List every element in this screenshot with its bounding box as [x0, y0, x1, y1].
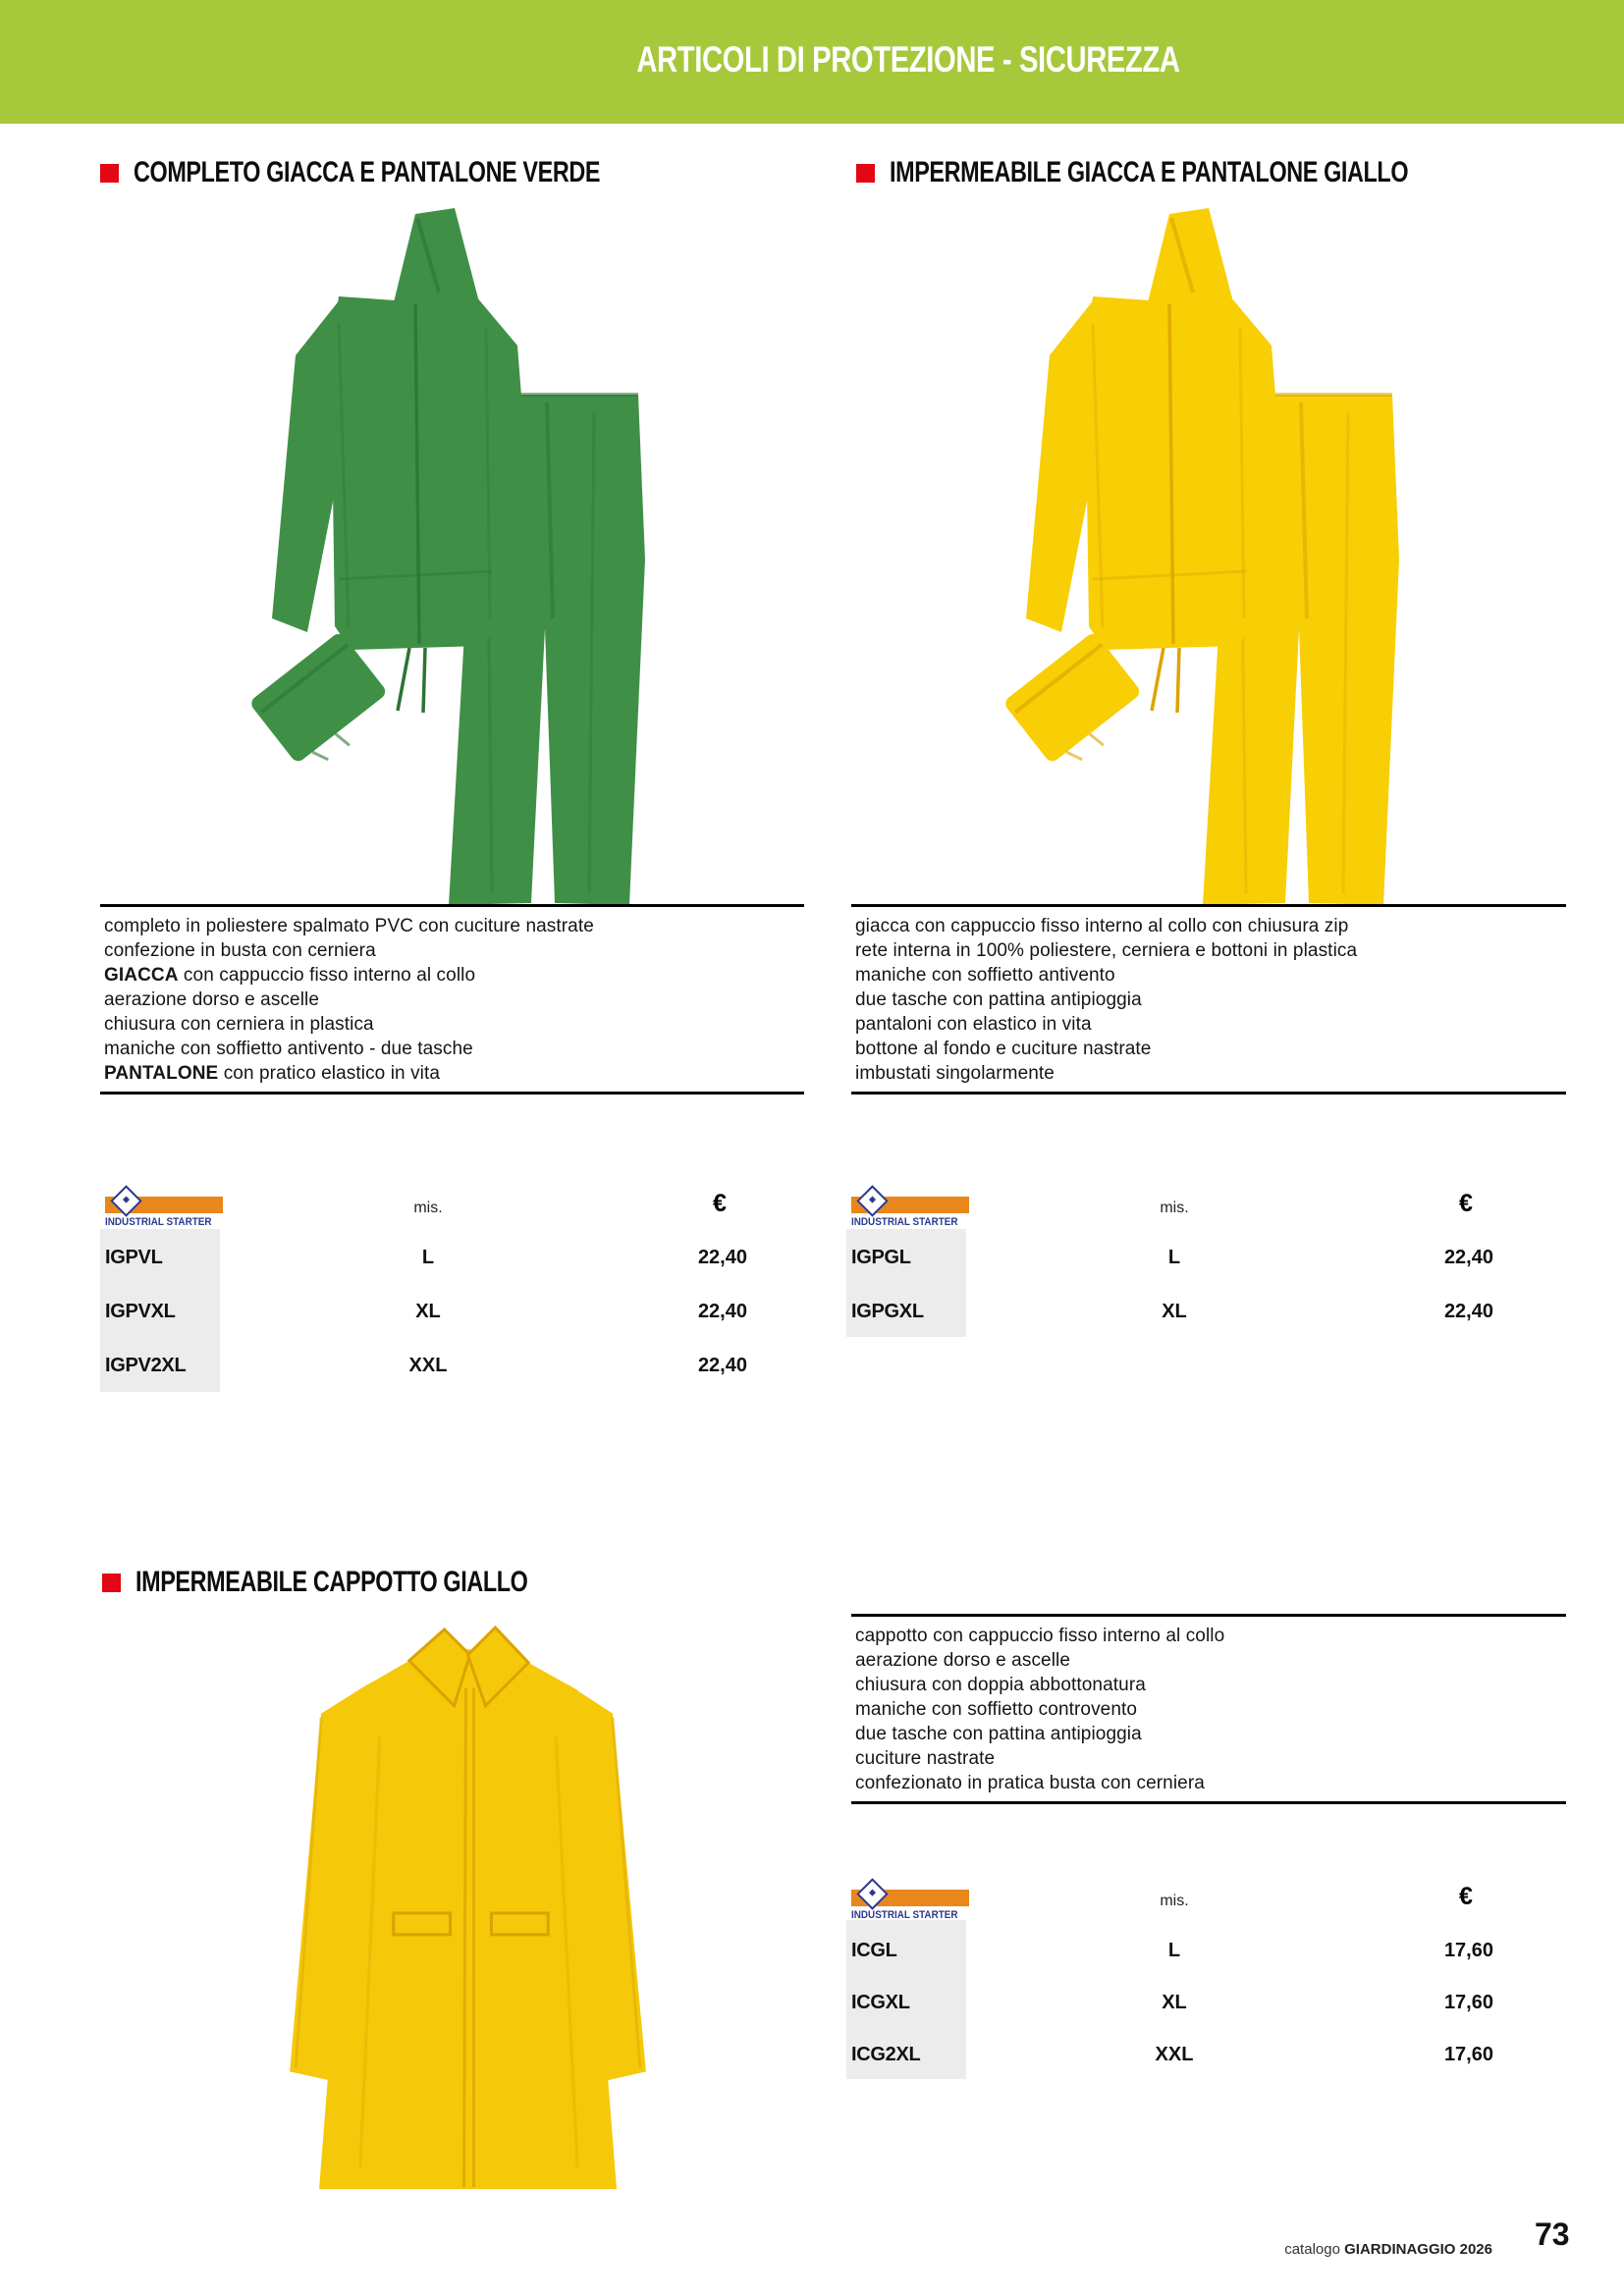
product-size: L [421, 1247, 435, 1268]
description-line: rete interna in 100% poliestere, cerniera e bottoni in plastica [855, 940, 1358, 961]
industrial-starter-logo [851, 1882, 969, 1923]
description-line: due tasche con pattina antipioggia [855, 1724, 1142, 1744]
page-header-band [0, 0, 1624, 124]
product-size: L [1167, 1247, 1181, 1268]
table-row [846, 1992, 1514, 2016]
product-photo-green-rain-suit [191, 206, 653, 915]
product-code: ICGL [851, 1940, 897, 1961]
red-square-bullet [100, 164, 119, 183]
product-size: XL [415, 1301, 441, 1322]
description-line: pantaloni con elastico in vita [855, 1014, 1092, 1035]
product-price: 22,40 [697, 1247, 747, 1268]
footer-catalog-label [1284, 2241, 1492, 2258]
page-title: ARTICOLI DI PROTEZIONE - SICUREZZA [636, 39, 1180, 80]
product-code: IGPVL [105, 1247, 163, 1268]
red-square-bullet [856, 164, 875, 183]
logo-wordmark: INDUSTRIAL STARTER [851, 1909, 958, 1921]
page-number: 73 [1535, 2216, 1570, 2252]
description-line: maniche con soffietto antivento - due tasche [104, 1039, 473, 1059]
product-size: XXL [1155, 2044, 1194, 2065]
table-row [100, 1355, 768, 1379]
column-header-price: € [1459, 1190, 1473, 1217]
column-header-size: mis. [1160, 1893, 1189, 1909]
price-table-yellow-suit [846, 1184, 1514, 1405]
product-price: 17,60 [1443, 1940, 1493, 1961]
product-code: IGPGXL [851, 1301, 924, 1322]
footer-catalog-name: GIARDINAGGIO [1344, 2241, 1456, 2258]
description-line: PANTALONE con pratico elastico in vita [104, 1063, 441, 1084]
table-row [846, 2044, 1514, 2068]
product-price: 22,40 [697, 1355, 747, 1376]
description-line: confezionato in pratica busta con cerniera [855, 1773, 1205, 1793]
description-line: confezione in busta con cerniera [104, 940, 376, 961]
description-line: bottone al fondo e cuciture nastrate [855, 1039, 1152, 1059]
description-line: imbustati singolarmente [855, 1063, 1055, 1084]
footer-catalog-prefix: catalogo [1284, 2241, 1340, 2258]
description-line: GIACCA con cappuccio fisso interno al collo [104, 965, 476, 986]
product-price: 22,40 [1443, 1301, 1493, 1322]
description-line: cuciture nastrate [855, 1748, 996, 1769]
product-code: IGPVXL [105, 1301, 176, 1322]
product-price: 22,40 [697, 1301, 747, 1322]
description-green-suit [100, 904, 804, 1095]
product-photo-yellow-rain-coat [260, 1620, 676, 2197]
description-line: completo in poliestere spalmato PVC con cuciture nastrate [104, 916, 594, 936]
section-title-text: IMPERMEABILE CAPPOTTO GIALLO [135, 1566, 528, 1598]
table-row [100, 1247, 768, 1271]
logo-wordmark: INDUSTRIAL STARTER [105, 1216, 212, 1228]
description-line: giacca con cappuccio fisso interno al collo con chiusura zip [855, 916, 1349, 936]
product-price: 17,60 [1443, 1992, 1493, 2013]
description-line: maniche con soffietto controvento [855, 1699, 1138, 1720]
description-yellow-suit [851, 904, 1566, 1095]
column-header-size: mis. [1160, 1200, 1189, 1216]
industrial-starter-logo [851, 1189, 969, 1230]
description-line: maniche con soffietto antivento [855, 965, 1115, 986]
product-code: IGPV2XL [105, 1355, 187, 1376]
description-yellow-coat [851, 1614, 1566, 1804]
column-header-size: mis. [413, 1200, 443, 1216]
logo-wordmark: INDUSTRIAL STARTER [851, 1216, 958, 1228]
description-line: due tasche con pattina antipioggia [855, 989, 1142, 1010]
table-row [100, 1301, 768, 1325]
product-photo-yellow-rain-suit [946, 206, 1407, 915]
product-size: XL [1162, 1301, 1187, 1322]
table-row [846, 1940, 1514, 1964]
description-line: aerazione dorso e ascelle [855, 1650, 1071, 1671]
table-row [846, 1247, 1514, 1271]
description-line: cappotto con cappuccio fisso interno al collo [855, 1626, 1225, 1646]
section-title-text: IMPERMEABILE GIACCA E PANTALONE GIALLO [890, 156, 1409, 188]
product-code: IGPGL [851, 1247, 911, 1268]
price-table-yellow-coat [846, 1877, 1514, 2098]
product-size: L [1167, 1940, 1181, 1961]
product-size: XXL [408, 1355, 448, 1376]
industrial-starter-logo [105, 1189, 223, 1230]
column-header-price: € [713, 1190, 727, 1217]
product-size: XL [1162, 1992, 1187, 2013]
product-price: 17,60 [1443, 2044, 1493, 2065]
section-title-text: COMPLETO GIACCA E PANTALONE VERDE [134, 156, 601, 188]
section-title-yellow-coat [102, 1566, 638, 1598]
product-code: ICG2XL [851, 2044, 921, 2065]
price-table-green-suit [100, 1184, 768, 1405]
footer-catalog-year: 2026 [1459, 2241, 1492, 2258]
table-row [846, 1301, 1514, 1325]
description-line: chiusura con doppia abbottonatura [855, 1675, 1146, 1695]
column-header-price: € [1459, 1883, 1473, 1910]
description-line: aerazione dorso e ascelle [104, 989, 320, 1010]
product-code: ICGXL [851, 1992, 910, 2013]
section-title-green-suit [100, 156, 731, 188]
section-title-yellow-suit [856, 156, 1554, 188]
red-square-bullet [102, 1574, 121, 1592]
description-line: chiusura con cerniera in plastica [104, 1014, 374, 1035]
product-price: 22,40 [1443, 1247, 1493, 1268]
